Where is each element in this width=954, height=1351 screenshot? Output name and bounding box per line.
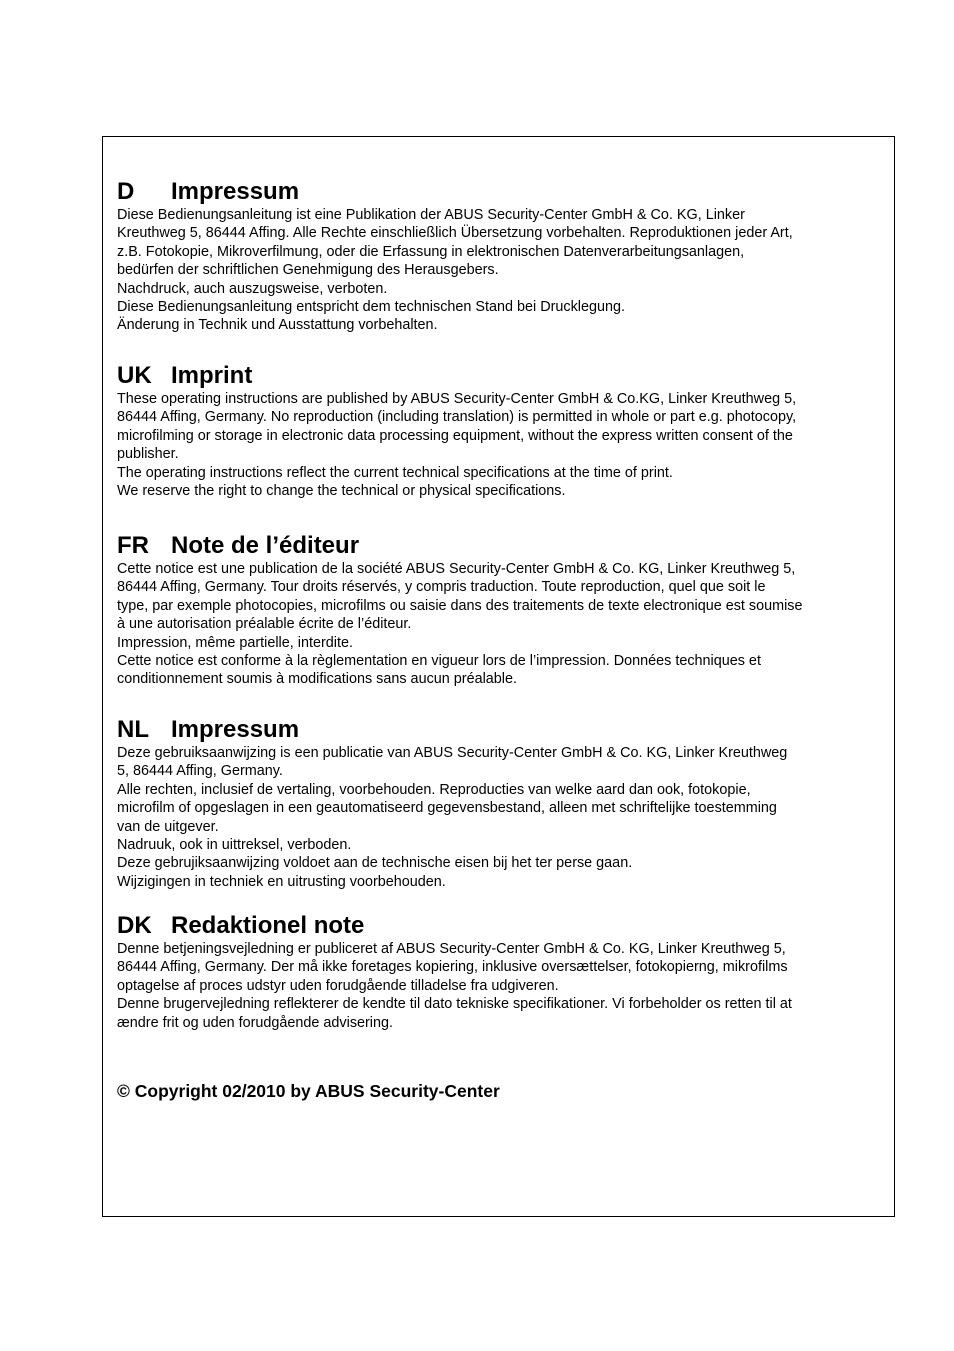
language-code: FR [117,532,149,559]
body-line: Denne brugervejledning reflekterer de kendte til dato tekniske specifikationer. Vi forbeholder os retten til at [117,996,792,1013]
section-body [117,206,885,335]
body-line: type, par exemple photocopies, microfilms ou saisie dans des traitements de texte electronique est soumise [117,597,803,614]
body-line: conditionnement soumis à modifications sans aucun préalable. [117,671,517,688]
language-code: DK [117,912,152,939]
body-line: Diese Bedienungsanleitung entspricht dem technischen Stand bei Drucklegung. [117,299,625,316]
section-nl [117,716,885,891]
body-line: optagelse af proces udstyr uden forudgående tilladelse fra udgiveren. [117,977,559,994]
body-line: 86444 Affing, Germany. Tour droits réservés, y compris traduction. Toute reproduction, quel que soit le [117,579,766,596]
body-line: 5, 86444 Affing, Germany. [117,763,283,780]
section-title: Impressum [171,716,300,743]
body-line: Cette notice est une publication de la société ABUS Security-Center GmbH & Co. KG, Linker Kreuthweg 5, [117,561,796,577]
body-line: Kreuthweg 5, 86444 Affing. Alle Rechte einschließlich Übersetzung vorbehalten. Reproduktionen jeder Art, [117,225,793,242]
body-line: These operating instructions are published by ABUS Security-Center GmbH & Co.KG, Linker Kreuthweg 5, [117,391,797,407]
body-line: à une autorisation préalable écrite de l’éditeur. [117,616,412,633]
body-line: Cette notice est conforme à la règlementation en vigueur lors de l’impression. Données techniques et [117,653,761,670]
section-title: Imprint [171,362,253,389]
language-code: NL [117,716,149,743]
section-title: Redaktionel note [171,912,365,939]
body-line: z.B. Fotokopie, Mikroverfilmung, oder die Erfassung in elektronischen Datenverarbeitungsanlagen, [117,243,745,260]
body-line: The operating instructions reflect the current technical specifications at the time of print. [117,464,673,481]
language-code: D [117,178,135,205]
body-line: Nachdruck, auch auszugsweise, verboten. [117,280,388,297]
body-line: 86444 Affing, Germany. Der må ikke foretages kopiering, inklusive oversættelser, fotokopierng, mikrofilms [117,959,788,976]
section-title: Impressum [171,178,300,205]
body-line: Wijzigingen in techniek en uitrusting voorbehouden. [117,873,446,890]
body-line: Deze gebruiksaanwijzing is een publicatie van ABUS Security-Center GmbH & Co. KG, Linker Kreuthweg [117,745,788,761]
section-body [117,390,885,500]
body-line: microfilm of opgeslagen in een geautomatiseerd gegevensbestand, alleen met schriftelijke toestemming [117,800,777,817]
body-line: Alle rechten, inclusief de vertaling, voorbehouden. Reproducties van welke aard dan ook, fotokopie, [117,781,751,798]
body-line: Denne betjeningsvejledning er publiceret af ABUS Security-Center GmbH & Co. KG, Linker Kreuthweg 5, [117,941,786,957]
body-line: 86444 Affing, Germany. No reproduction (including translation) is permitted in whole or part e.g. photocopy, [117,409,797,426]
section-d [117,178,885,335]
body-line: Diese Bedienungsanleitung ist eine Publikation der ABUS Security-Center GmbH & Co. KG, Linker [117,207,745,223]
section-heading [117,362,885,390]
body-line: microfilming or storage in electronic data processing equipment, without the express written consent of the [117,427,793,444]
section-uk [117,362,885,500]
section-body [117,744,885,891]
body-line: We reserve the right to change the technical or physical specifications. [117,483,566,500]
body-line: bedürfen der schriftlichen Genehmigung des Herausgebers. [117,262,499,279]
section-dk [117,912,885,1032]
body-line: Deze gebrujiksaanwijzing voldoet aan de technische eisen bij het ter perse gaan. [117,855,633,872]
section-heading [117,178,885,206]
body-line: publisher. [117,446,179,463]
language-code: UK [117,362,152,389]
body-line: Änderung in Technik und Ausstattung vorbehalten. [117,317,438,334]
section-heading [117,912,885,940]
body-line: Nadruuk, ook in uittreksel, verboden. [117,837,352,854]
body-line: ændre frit og uden forudgående advisering. [117,1014,394,1031]
body-line: van de uitgever. [117,818,219,835]
section-body [117,940,885,1032]
section-body [117,560,885,689]
body-line: Impression, même partielle, interdite. [117,634,353,651]
section-heading [117,716,885,744]
section-title: Note de l’éditeur [171,532,360,559]
section-fr [117,532,885,689]
section-heading [117,532,885,560]
copyright-notice: © Copyright 02/2010 by ABUS Security-Center [117,1081,500,1101]
